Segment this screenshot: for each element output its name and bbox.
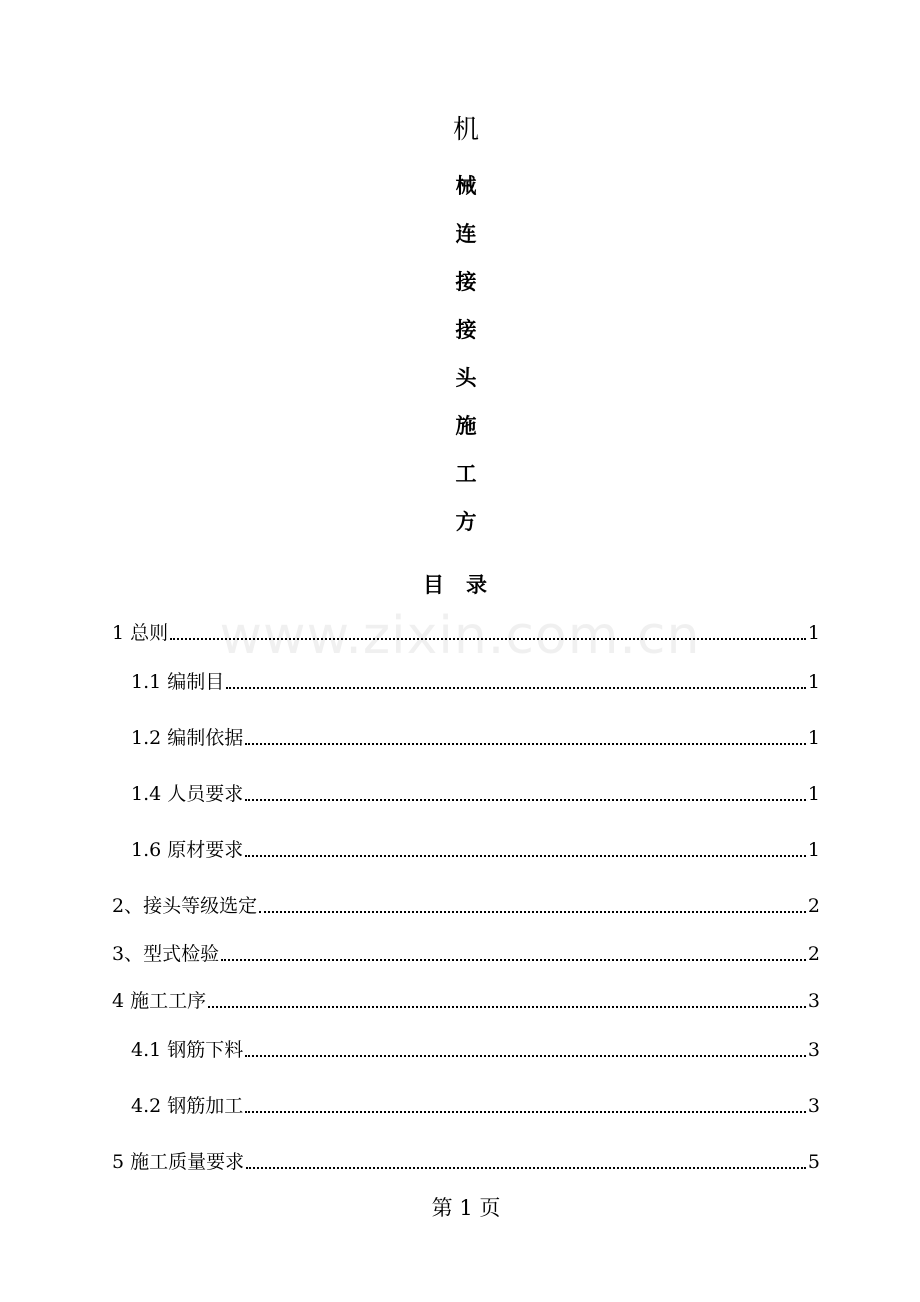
title-char: 械 [455, 173, 477, 198]
toc-leader-dots [208, 1006, 806, 1008]
toc-leader-dots [226, 687, 806, 689]
toc-entry-page: 1 [807, 671, 820, 693]
toc-entry-label: 1.4 人员要求 [131, 783, 244, 805]
toc-leader-dots [245, 799, 806, 801]
toc-entry-page: 1 [807, 783, 820, 805]
title-char: 连 [455, 221, 477, 246]
title-char: 接 [455, 317, 477, 342]
toc-entry[interactable] [131, 1038, 820, 1062]
toc-entry[interactable] [112, 989, 820, 1013]
toc-entry-label: 1 总则 [112, 622, 169, 644]
footer-suffix: 页 [479, 1196, 501, 1220]
toc-leader-dots [221, 959, 806, 961]
toc-entry[interactable] [112, 894, 820, 918]
toc-entry-label: 4.1 钢筋下料 [131, 1039, 244, 1061]
title-char: 方 [455, 509, 477, 534]
toc-leader-dots [245, 855, 806, 857]
footer-prefix: 第 [431, 1196, 453, 1220]
title-char: 头 [455, 365, 477, 390]
toc-entry-label: 3、型式检验 [112, 943, 220, 965]
toc-entry-label: 1.6 原材要求 [131, 839, 244, 861]
toc-leader-dots [245, 1111, 806, 1113]
toc-entry-label: 2、接头等级选定 [112, 895, 258, 917]
toc-entry-label: 5 施工质量要求 [112, 1151, 245, 1173]
title-char: 机 [452, 115, 479, 145]
toc-entry-page: 1 [807, 727, 820, 749]
toc-entry[interactable] [112, 1150, 820, 1174]
toc-entry-page: 3 [807, 1039, 820, 1061]
title-char: 接 [455, 269, 477, 294]
toc-heading: 目录 [423, 572, 509, 597]
toc-entry-page: 5 [807, 1151, 820, 1173]
title-char: 工 [455, 461, 477, 486]
toc-entry-label: 1.2 编制依据 [131, 727, 244, 749]
toc-entry-page: 1 [807, 839, 820, 861]
title-char: 施 [455, 413, 477, 438]
toc-entry-page: 2 [807, 943, 820, 965]
toc-entry-page: 3 [807, 990, 820, 1012]
toc-leader-dots [259, 911, 806, 913]
toc-entry[interactable] [112, 621, 820, 645]
toc-entry[interactable] [112, 942, 820, 966]
watermark: www.zixin.com.cn [219, 606, 701, 666]
toc-entry[interactable] [131, 1094, 820, 1118]
toc-entry[interactable] [131, 782, 820, 806]
toc-entry[interactable] [131, 726, 820, 750]
toc-leader-dots [245, 1055, 806, 1057]
toc-entry-page: 3 [807, 1095, 820, 1117]
toc-entry[interactable] [131, 670, 820, 694]
toc-entry-label: 4.2 钢筋加工 [131, 1095, 244, 1117]
page-footer [0, 1198, 920, 1219]
toc-entry-label: 4 施工工序 [112, 990, 207, 1012]
toc-entry-label: 1.1 编制目 [131, 671, 225, 693]
toc-entry-page: 2 [807, 895, 820, 917]
toc-leader-dots [170, 638, 806, 640]
toc-entry[interactable] [131, 838, 820, 862]
footer-page-number: 1 [459, 1196, 473, 1220]
toc-leader-dots [245, 743, 806, 745]
toc-entry-page: 1 [807, 622, 820, 644]
toc-leader-dots [246, 1167, 806, 1169]
